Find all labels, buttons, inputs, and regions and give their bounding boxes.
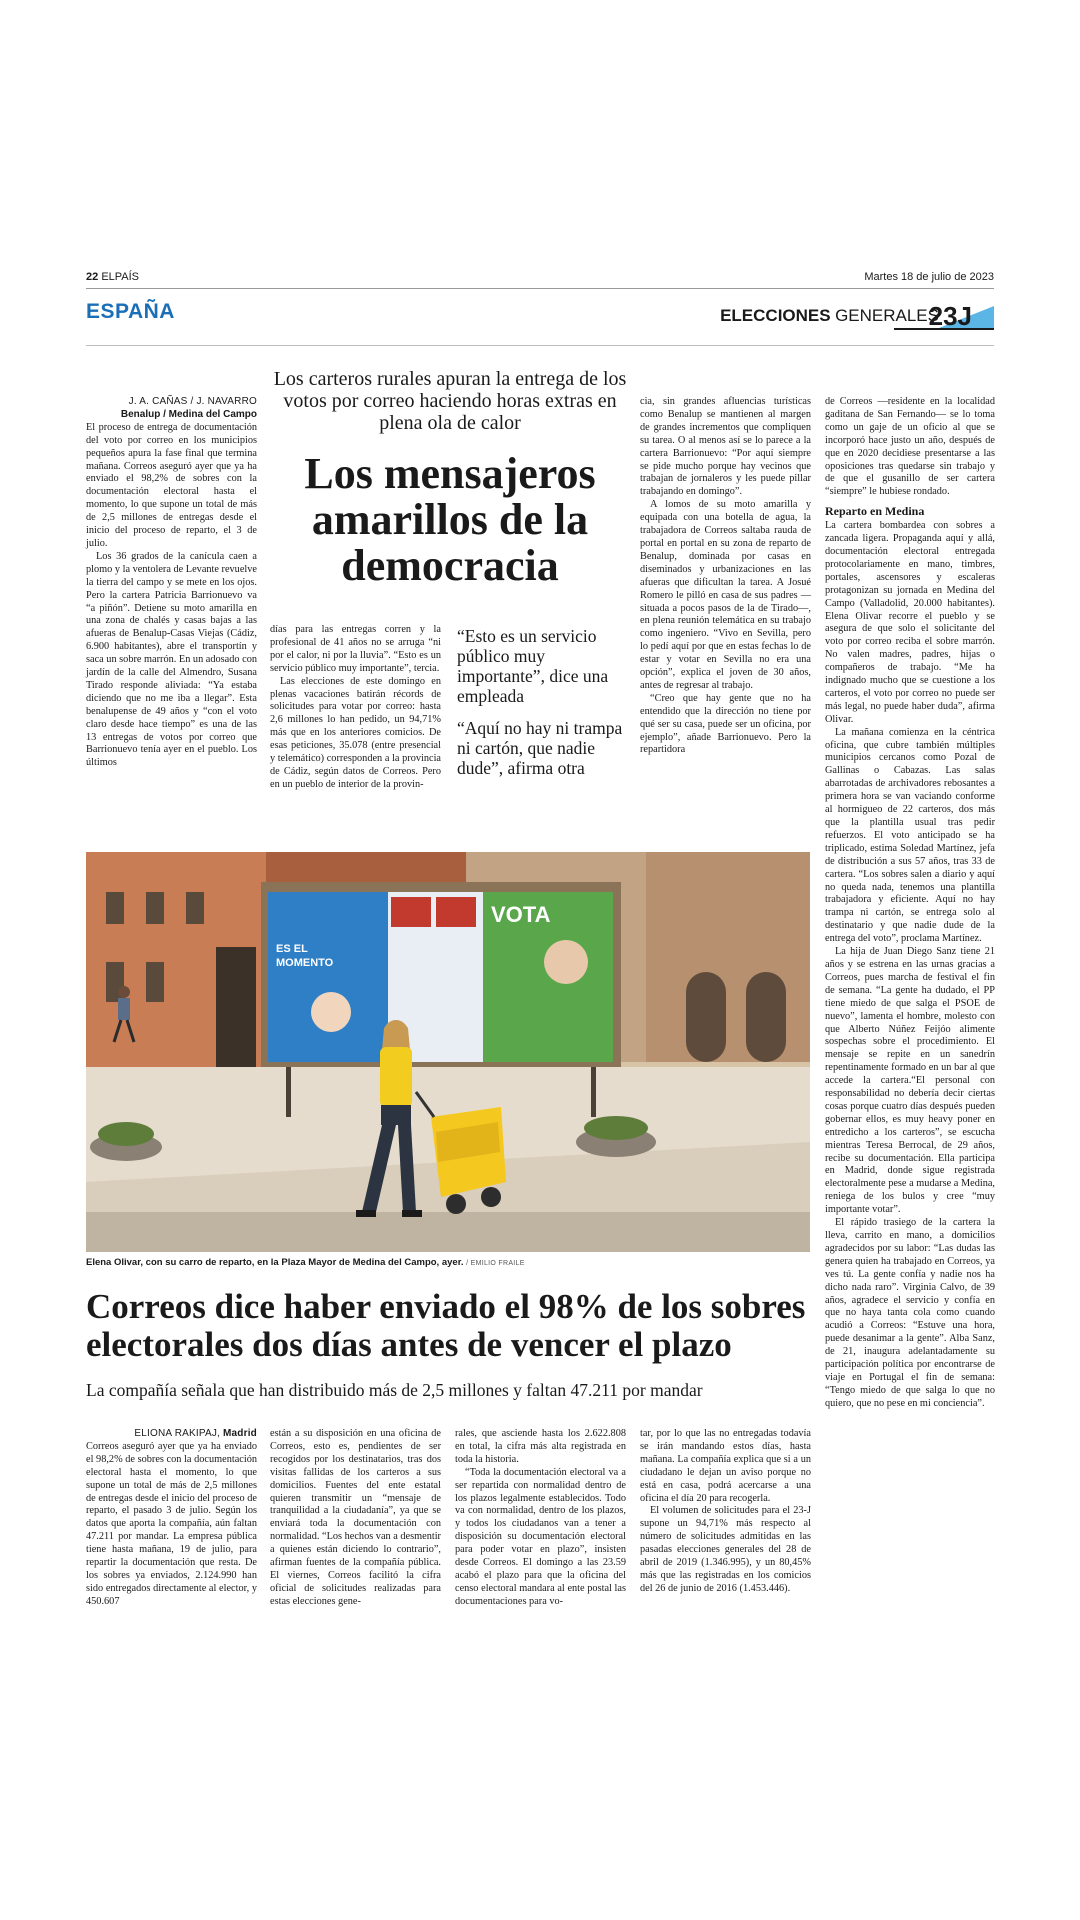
paragraph: Correos aseguró ayer que ya ha enviado el 98,2% de sobres con la documentación electoral hasta el momento, lo que supone un total de más de 2,5 millones de entregas desde el inicio del proceso de reparto, el pasado 3 de julio. Según los datos que aporta la compañía, aún faltan 47.211 por mandar. La empresa pública tiene hasta mañana, 19 de julio, para repartir la documentación que resta. De los sobres ya enviados, 2.124.990 han sido entregados directamente al elector, y 450.607	[86, 1440, 257, 1607]
photo-credit: / EMILIO FRAILE	[466, 1260, 525, 1267]
paragraph: rales, que asciende hasta los 2.622.808 en total, la cifra más alta registrada en toda la historia.	[455, 1428, 626, 1465]
paragraph: días para las entregas corren y la profesional de 41 años no se arruga “ni por el calor, ni por la lluvia”. “Esto es un servicio público muy importante”, tercia.	[270, 624, 441, 674]
poster-text-momento: MOMENTO	[276, 957, 334, 969]
article1-column-2	[270, 624, 441, 792]
poster-text-vota: VOTA	[491, 902, 551, 927]
paragraph: El rápido trasiego de la cartera la lleva, carrito en mano, a domicilios agradecidos por su labor: “Las dudas las genera quien ha trabajado en Correos, ya ves tú. La gente confía y nadie nos ha dicho nada raro”. Virginia Calvo, de 39 años, agradece el servicio y confía en que no haya tanta cola como cuando acudió a Correos: “Estuve una hora, puede desanimar a la gente”. Alba Sanz, de 21, inaugura adelantadamente su participación política por encontrarse de viaje en Portugal el fin de semana: “Tengo miedo de que salga lo que no quiero, que no pese en mi conciencia”.	[825, 1217, 995, 1409]
photo-caption	[86, 1257, 810, 1268]
page-header-left	[86, 271, 139, 283]
article2-column-4	[640, 1428, 811, 1596]
article2-place: Madrid	[223, 1428, 257, 1439]
paragraph: “Creo que hay gente que no ha entendido que la dirección no tiene por qué ser su casa, puede ser un oficina, por ejemplo”, añade Barrionuevo. Pero la repartidora	[640, 692, 811, 756]
paragraph: tar, por lo que las no entregadas todavía se irán mandando estos días, hasta mañana. La compañía explica que si a un ciudadano le dejan un aviso porque no está en casa, podrá acercarse a una oficina el día 20 para recogerla.	[640, 1428, 811, 1504]
paragraph: están a su disposición en una oficina de Correos, esto es, pendientes de ser recogidos por los destinatarios, tras dos visitas fallidas de los carteros a sus domicilios. Fuentes del ente estatal quieren transmitir un “mensaje de tranquilidad a la ciudadanía”, ya que se enviará toda la documentación con normalidad. “Los hechos van a desmentir a quienes están diciendo lo contrario”, afirman fuentes de la compañía pública. El viernes, Correos facilitó la cifra oficial de solicitudes realizadas para estas elecciones gene-	[270, 1428, 441, 1607]
article-headline: Los mensajeros amarillos de la democracia	[304, 449, 596, 590]
article1-column-3	[640, 396, 811, 757]
pull-quote-1: “Esto es un servicio público muy importante”, dice una empleada	[457, 626, 609, 706]
banner-generales: GENERALES	[835, 306, 939, 325]
article2-subtitle: La compañía señala que han distribuido más de 2,5 millones y faltan 47.211 por mandar	[86, 1380, 703, 1400]
subheading: Reparto en Medina	[825, 504, 925, 519]
page-number: 22	[86, 271, 99, 283]
article2-column-1	[86, 1428, 257, 1609]
article2-headline: Correos dice haber enviado el 98% de los sobres electorales dos días antes de vencer el plazo	[86, 1287, 806, 1364]
paragraph: Las elecciones de este domingo en plenas vacaciones batirán récords de solicitudes para votar por correo: hasta 2,6 millones lo han pedido, un 94,71% más que en los anteriores comicios. De esas peticiones, 35.078 (entre presencial y telemático) corresponden a la provincia de Cádiz, según datos de Correos. Pero en un pueblo de interior de la provin-	[270, 675, 441, 790]
banner-brand: 23J	[928, 301, 972, 331]
article1-place: Benalup / Medina del Campo	[120, 408, 257, 420]
paragraph: A lomos de su moto amarilla y equipada con una botella de agua, la trabajadora de Correos saltaba rauda de portal en portal en su zona de reparto de Benalup, dominada por casas en diseminados y urbanizaciones en las afueras que dificultan la tarea. A Josué Romero le pilló en casa de sus padres —situada a pocos pasos de la de Tirado—, en plena reunión telemática en su trabajo como ingeniero. “Vivo en Sevilla, pero lo pedí aquí por que en estas fechas lo de estar y votar en Sevilla no era una opción”, explica el joven de 30 años, antes de regresar al trabajo.	[640, 499, 811, 691]
paragraph: La hija de Juan Diego Sanz tiene 21 años y se estrena en las urnas gracias a Correos, pues marcha de festival el fin de semana. “La gente ha dudado, el PP tiene miedo de que salga el PSOE de nuevo”, lamenta el hombre, molesto con que Alberto Núñez Feijóo alimente sospechas sobre el procedimiento. El mensaje se repite en un sanedrín repentinamente formado en un bar al que accede la cartera.“El personal con responsabilidad no debería decir ciertas cosas porque cuatro días después pueden gobernar ellos, es muy heavy poner en entredicho a los carteros”, se escucha mientras Teresa Berrocal, de 29 años, recibe su documentación. Ella participa en Madrid, donde sigue registrada electoralmente pese a mudarse a Medina, reniega de los bulos y cree “muy importante votar”.	[825, 946, 995, 1216]
article1-column-1	[86, 396, 257, 770]
article1-byline: J. A. CAÑAS / J. NAVARRO	[128, 396, 257, 407]
header-rule	[86, 288, 994, 289]
issue-date: Martes 18 de julio de 2023	[864, 271, 994, 283]
paragraph: El proceso de entrega de documentación del voto por correo en los municipios pequeños apura la fase final que termina mañana. Correos aseguró ayer que ya ha enviado el 98,2% de sobres con la documentación electoral hasta el momento, lo que supone un total de más de 2,5 millones de entregas desde el inicio del proceso de reparto, el 3 de julio.	[86, 421, 257, 549]
article2-column-3	[455, 1428, 626, 1609]
section-title: ESPAÑA	[86, 300, 175, 323]
banner-elecciones: ELECCIONES	[720, 306, 831, 325]
article2-byline: ELIONA RAKIPAJ,	[134, 1428, 221, 1439]
caption-text: Elena Olivar, con su carro de reparto, en la Plaza Mayor de Medina del Campo, ayer.	[86, 1257, 464, 1268]
news-photo	[86, 852, 810, 1252]
newspaper-name: ELPAÍS	[101, 271, 140, 283]
paragraph: La cartera bombardea con sobres a zancada ligera. Propaganda aquí y allá, documentación electoral entregada protocolariamente en mano, timbres, portales, ascensores y escaleras protagonizan su jornada en Medina del Campo (Valladolid, 20.000 habitantes). Elena Olivar recorre el pueblo y se asegura de que solo el solicitante del voto por correo reciba el sobre marrón. No valen madres, padres, hijas o compañeros de trabajo. “Me ha indignado mucho que se cuestione a los carteros, el voto por correo no puede ser más legal, no puede haber duda”, afirma Olivar.	[825, 520, 995, 725]
paragraph: cia, sin grandes afluencias turísticas como Benalup se mantienen al margen de grandes incrementos que compliquen su tarea. O al menos así se lo parece a la cartera Barrionuevo: “Por aquí siempre se pide mucho porque hay vecinos que trabajan de jornaleros y les puede pillar trabajando en domingo”.	[640, 396, 811, 498]
article2-byline-line	[86, 1428, 257, 1441]
paragraph: El volumen de solicitudes para el 23-J supone un 94,71% más respecto al número de solicitudes admitidas en las pasadas elecciones generales del 28 de abril de 2019 (1.346.995), y un 80,45% más que las registradas en los comicios del 26 de junio de 2016 (1.453.446).	[640, 1505, 811, 1594]
paragraph: “Toda la documentación electoral va a ser repartida con normalidad dentro de los plazos legalmente establecidos. Todo va con normalidad, dentro de los plazos, y todos los ciudadanos van a tener a disposición su documentación electoral para poder votar en plazo”, insisten desde Correos. El domingo a las 23.59 acabó el plazo para que la oficina del censo electoral mandara al ente postal las documentaciones para vo-	[455, 1466, 626, 1607]
election-banner	[674, 302, 994, 332]
article2-column-2	[270, 1428, 441, 1609]
paragraph: Los 36 grados de la canícula caen a plomo y la ventolera de Levante revuelve la tierra del campo y se mete en los ojos. Pero la cartera Patricia Barrionuevo va “a piñón”. Detiene su moto amarilla en una zona de chalés y casas bajas a las afueras de Benalup-Casas Viejas (Cádiz, 6.900 habitantes), abre el transportín y saca un sobre marrón. En un adosado con jardín de la calle del Almendro, Susana Tirado responde aliviada: “Ya estaba diciendo que no me iba a llegar”. Esta benalupense de 49 años y “con el voto claro desde hace tiempo” es una de las 13 entregas de votos por correo que Barrionuevo tenía ayer en el pueblo. Los últimos	[86, 550, 257, 769]
article1-column-4	[825, 396, 995, 1411]
paragraph: La mañana comienza en la céntrica oficina, que cubre también múltiples municipios cercanos como Pozal de Gallinas o Cabazas. Las salas abarrotadas de archivadores rebosantes a primera hora se van vaciando conforme al hormigueo de 22 carteros, dos más que la plantilla usual tras pedir refuerzos. El voto anticipado se ha triplicado, estima Soledad Martínez, jefa de distribución a sus 57 años, tras 33 de cartera. “Los sobres salen a diario y aquí no queda nada, tenemos una plantilla trabajadora y eficiente. Aquí no hay trampa ni cartón, se entrega solo al destinatario y que nadie dude de la entrega del voto”, proclama Martínez.	[825, 726, 995, 945]
poster-text-es-el: ES EL	[276, 943, 308, 955]
article-kicker: Los carteros rurales apuran la entrega de los votos por correo haciendo horas extras en plena ola de calor	[273, 368, 627, 434]
paragraph: de Correos —residente en la localidad gaditana de San Fernando— se lo toma como un gaje de un oficio al que se incorporó hace justo un año, después de que en 2020 decidiese presentarse a las oposiciones tras quedarse sin trabajo y de que el gusanillo de ser cartera “siempre” le hubiese rondado.	[825, 396, 995, 498]
pull-quote-2: “Aquí no hay ni trampa ni cartón, que nadie dude”, afirma otra	[457, 718, 623, 778]
section-rule	[86, 345, 994, 346]
